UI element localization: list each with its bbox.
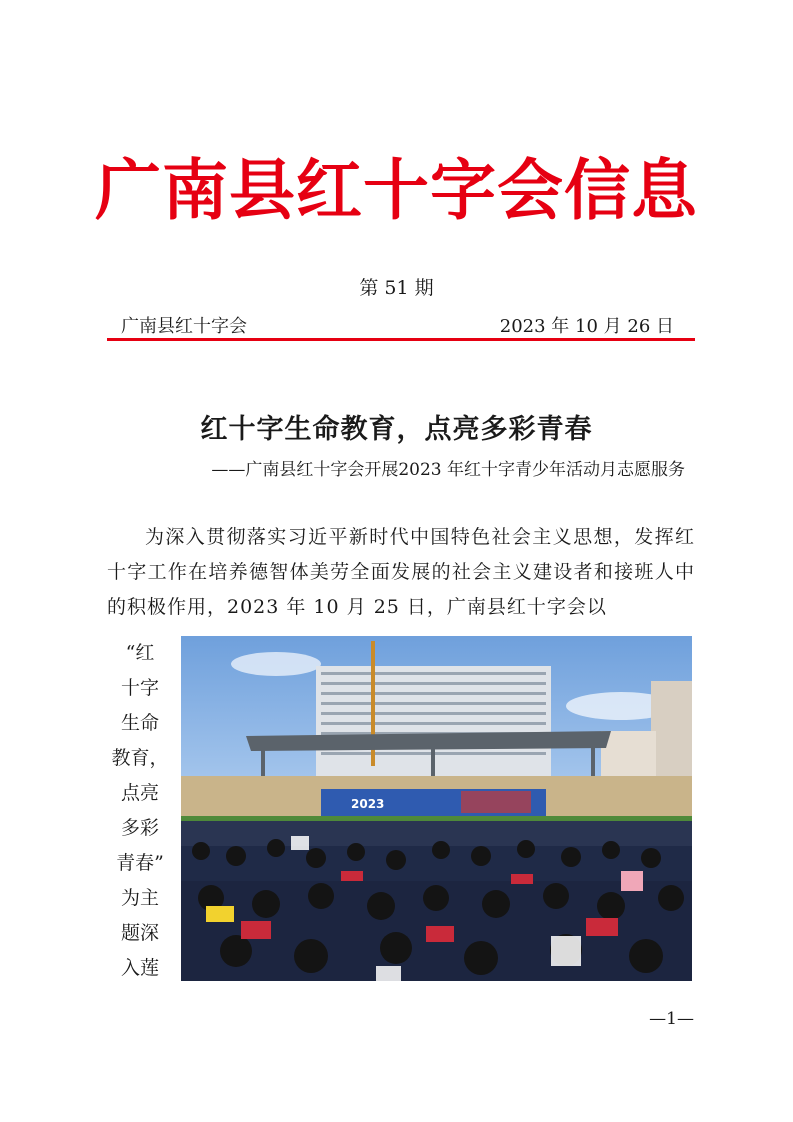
issue-date: 2023 年 10 月 26 日 <box>499 316 674 337</box>
side-text-line: 生命 <box>120 712 159 734</box>
side-text-line: 多彩 <box>120 817 159 839</box>
photo-icon <box>181 636 692 981</box>
side-text-column <box>107 636 173 986</box>
side-text-line: “红 <box>125 642 155 664</box>
page-number: —1— <box>649 1009 694 1029</box>
side-text-line: 点亮 <box>120 782 159 804</box>
article-headline: 红十字生命教育，点亮多彩青春 <box>200 414 593 445</box>
event-photo <box>181 636 692 981</box>
organization-name: 广南县红十字会 <box>121 316 247 337</box>
article-subtitle: ——广南县红十字会开展2023 年红十字青少年活动月志愿服务 <box>211 460 685 480</box>
issue-number: 第 51 期 <box>359 277 434 299</box>
side-text-line: 十字 <box>120 677 159 699</box>
side-text-line: 题深 <box>120 922 159 944</box>
photo-banner-text: 2023 <box>351 797 385 811</box>
side-text-line: 青春” <box>116 852 164 874</box>
masthead-title: 广南县红十字会信息 <box>95 152 698 229</box>
side-text-line: 为主 <box>120 887 159 909</box>
header-divider <box>107 338 695 341</box>
side-text-line: 教育， <box>111 747 169 769</box>
side-text-line: 入莲 <box>120 957 159 979</box>
article-paragraph: 为深入贯彻落实习近平新时代中国特色社会主义思想，发挥红十字工作在培养德智体美劳全面发展的社会主义建设者和接班人中的积极作用，2023 年 10 月 25 日，广南县红十字会以 <box>107 526 695 618</box>
